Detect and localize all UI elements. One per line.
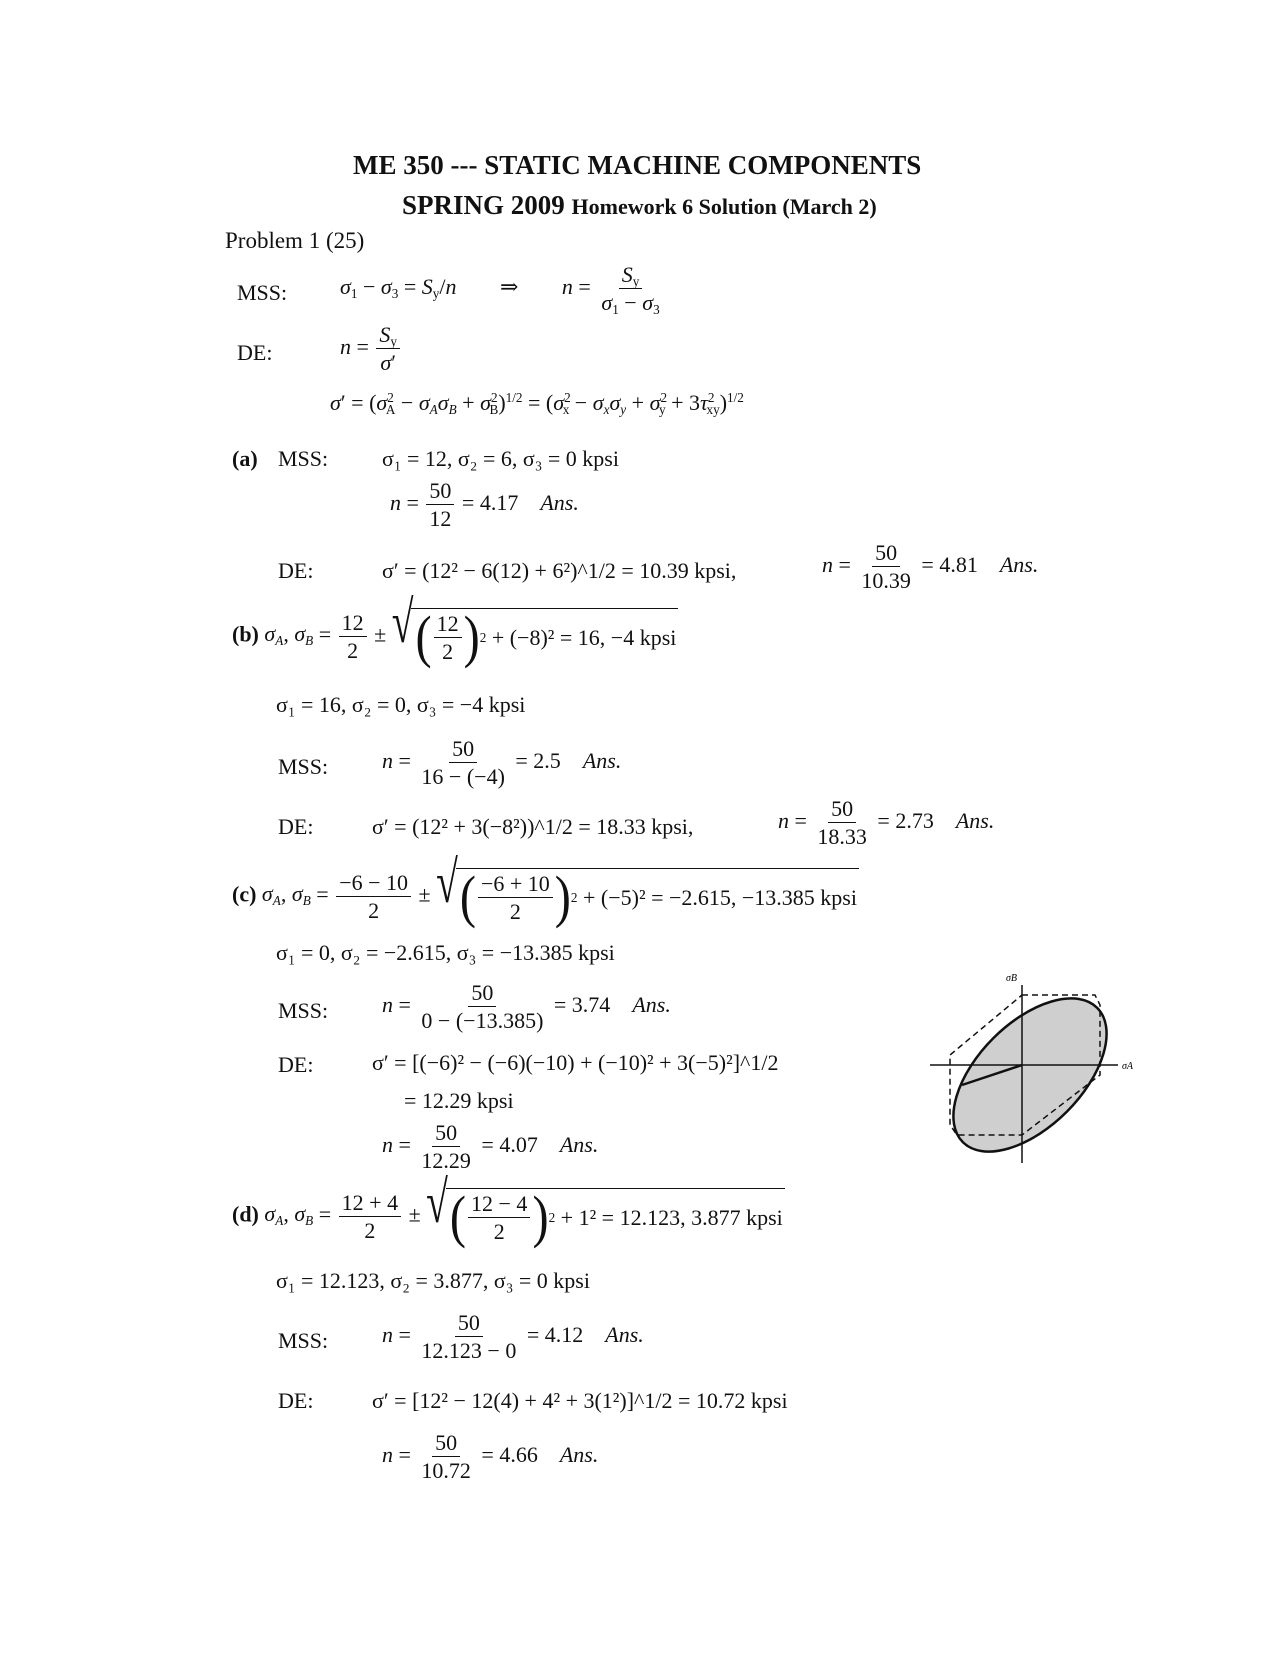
part-c-de-label: DE:: [278, 1052, 314, 1077]
subtitle-text: Homework 6 Solution (March 2): [571, 194, 877, 219]
part-d-de-label: DE:: [278, 1388, 314, 1413]
part-d-de-sigma: σ′ = [12² − 12(4) + 4² + 3(1²)]^1/2 = 10.72 kpsi: [372, 1388, 788, 1413]
implies-arrow: ⇒: [499, 273, 519, 299]
term-text: SPRING 2009: [402, 190, 565, 220]
part-a-de-sigma: σ′ = (12² − 6(12) + 6²)^1/2 = 10.39 kpsi,: [382, 558, 737, 583]
part-a-de-n: n = $\frac{50}{10.39}$ = 4.81 Ans.: [822, 540, 1039, 594]
part-d-roots: (d) $\sigma_A$, $\sigma_B$ = $\frac{12 + 4}{2}$ ± √ ( $\frac{12 - 4}{2}$ ) 2 + 1² = 12.123, 3.877 kpsi: [232, 1169, 783, 1249]
part-c-mss-n: n = $\frac{50}{0 - (-13.385)}$ = 3.74 Ans.: [382, 980, 671, 1034]
part-c-de-n: n = $\frac{50}{12.29}$ = 4.07 Ans.: [382, 1120, 599, 1174]
part-c-roots: (c) $\sigma_A$, $\sigma_B$ = $\frac{-6 - 10}{2}$ ± √ ( $\frac{-6 + 10}{2}$ ) 2 + (−5)² = −2.615, −13.385 kpsi: [232, 849, 857, 929]
part-a-label: (a): [232, 446, 258, 471]
sigma-b-axis-label: σB: [1006, 973, 1018, 984]
part-a-de-label: DE:: [278, 558, 314, 583]
von-mises-equation: $\sigma' = (\sigma^2_A - \sigma_A\sigma_B + \sigma^2_B)^{1/2} = (\sigma^2_x - \sigma_x\sigma_y + \sigma^2_y + 3\tau^2_{xy})^{1/2}$: [330, 390, 744, 417]
de-criterion-equation: n = $\frac{S_y}{\sigma'}$: [340, 322, 402, 376]
part-b-mss-n: n = $\frac{50}{16 - (-4)}$ = 2.5 Ans.: [382, 736, 622, 790]
von-mises-ellipse: [930, 971, 1134, 1175]
mss-criterion-equation: $\sigma_1 - \sigma_3 = S_y/n$ ⇒ n = $\frac{S_y}{\sigma_1 - \sigma_3}$: [340, 262, 660, 318]
part-a-sigmas: σ₁ = 12, σ₂ = 6, σ₃ = 0 kpsi: [382, 446, 619, 471]
part-c-sigmas: σ₁ = 0, σ₂ = −2.615, σ₃ = −13.385 kpsi: [276, 940, 615, 965]
part-a-mss-n: n = $\frac{50}{12}$ = 4.17 Ans.: [390, 478, 579, 532]
de-criterion-label: DE:: [237, 340, 273, 365]
part-d-mss-label: MSS:: [278, 1328, 329, 1353]
sigma-a-axis-label: σA: [1122, 1061, 1134, 1072]
problem-label: Problem 1 (25): [225, 228, 365, 253]
part-d-de-n: n = $\frac{50}{10.72}$ = 4.66 Ans.: [382, 1430, 599, 1484]
part-b-sigmas: σ₁ = 16, σ₂ = 0, σ₃ = −4 kpsi: [276, 692, 526, 717]
part-a-mss-label: MSS:: [278, 446, 329, 471]
mss-criterion-label: MSS:: [237, 280, 288, 305]
part-c-de-sigma: σ′ = [(−6)² − (−6)(−10) + (−10)² + 3(−5)²]^1/2: [372, 1050, 779, 1075]
document-title: ME 350 --- STATIC MACHINE COMPONENTS: [353, 150, 922, 180]
part-d-mss-n: n = $\frac{50}{12.123 - 0}$ = 4.12 Ans.: [382, 1310, 644, 1364]
part-d-sigmas: σ₁ = 12.123, σ₂ = 3.877, σ₃ = 0 kpsi: [276, 1268, 590, 1293]
part-c-mss-label: MSS:: [278, 998, 329, 1023]
part-b-roots: (b) $\sigma_A$, $\sigma_B$ = $\frac{12}{2}$ ± √ ( $\frac{12}{2}$ ) 2 + (−8)² = 16, −4 kpsi: [232, 589, 677, 669]
part-b-de-sigma: σ′ = (12² + 3(−8²))^1/2 = 18.33 kpsi,: [372, 814, 694, 839]
document-subtitle: [402, 190, 877, 221]
part-b-de-label: DE:: [278, 814, 314, 839]
part-c-de-sigma-result: = 12.29 kpsi: [404, 1088, 514, 1113]
failure-envelope-diagram: [930, 965, 1150, 1175]
part-b-mss-label: MSS:: [278, 754, 329, 779]
part-b-de-n: n = $\frac{50}{18.33}$ = 2.73 Ans.: [778, 796, 995, 850]
